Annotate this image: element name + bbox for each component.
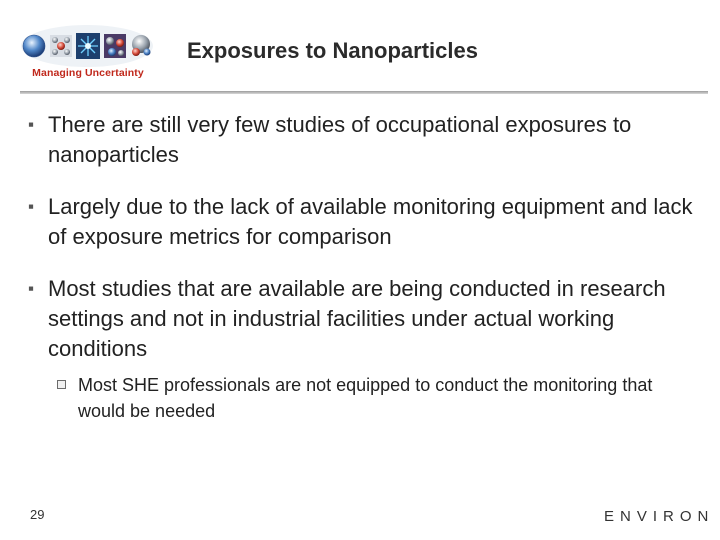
sub-bullet-item [24, 372, 704, 424]
slide-title: Exposures to Nanoparticles [187, 38, 478, 63]
square-bullet-icon: ▪ [28, 115, 35, 134]
page-number: 29 [30, 507, 45, 522]
bullet-text: Most studies that are available are being conducted in research settings and not in industrial facilities under actual working conditions [48, 276, 666, 361]
sub-bullet-text: Most SHE professionals are not equipped to conduct the monitoring that would be needed [78, 375, 653, 421]
logo-molecule-icons [20, 22, 154, 68]
logo-text: Managing Uncertainty [32, 67, 144, 79]
square-bullet-icon: ▪ [28, 279, 35, 298]
managing-uncertainty-logo [20, 22, 154, 84]
bullet-text: There are still very few studies of occupational exposures to nanoparticles [48, 112, 632, 167]
lattice-icon [50, 35, 72, 57]
nanoparticle-icon [132, 35, 151, 56]
hollow-square-bullet-icon [57, 380, 66, 389]
bullet-text: Largely due to the lack of available monitoring equipment and lack of exposure metrics for comparison [48, 194, 693, 249]
square-bullet-icon: ▪ [28, 197, 35, 216]
molecule-cluster-icon [104, 34, 126, 58]
bullet-list [24, 110, 704, 424]
starburst-icon [76, 33, 100, 59]
bullet-item [24, 192, 704, 252]
sphere-icon [23, 35, 45, 57]
bullet-item [24, 274, 704, 364]
title-divider [20, 91, 708, 94]
bullet-item [24, 110, 704, 170]
brand-logo-text: ENVIRON [604, 508, 715, 525]
